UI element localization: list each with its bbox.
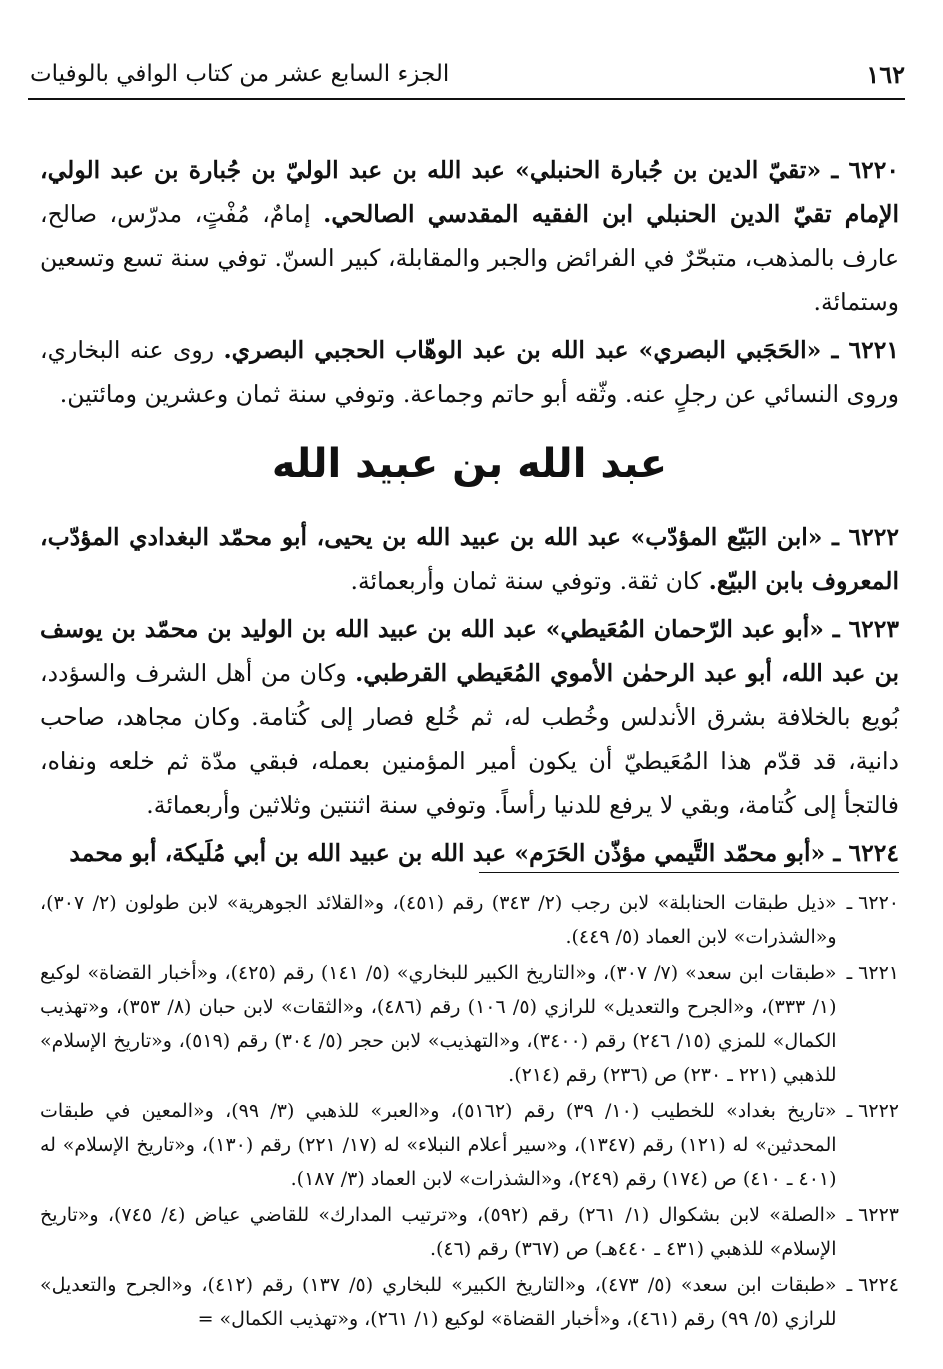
section-heading: عبد الله بن عبيد الله	[271, 440, 668, 487]
footnote	[40, 956, 899, 1092]
footnote	[40, 1094, 899, 1196]
entry-name: «أبو عبد الرّحمان المُعَيطي» عبد الله بن عبيد الله بن الوليد بن محمّد بن يوسف بن عبد الله، أبو عبد الرحمٰن الأموي المُعَيطي القرطبي.	[40, 615, 899, 687]
entry-dash: ـ	[822, 523, 849, 551]
entry-dash: ـ	[825, 839, 849, 867]
footnote-number: ٦٢٢٠ ـ	[846, 892, 899, 914]
biography-entry-6221	[40, 328, 899, 416]
entry-dash: ـ	[821, 155, 849, 184]
page-header	[30, 52, 905, 96]
entry-name: «تقيّ الدين بن جُبارة الحنبلي» عبد الله بن عبد الوليّ بن جُبارة بن عبد الولي، الإمام تقيّ الدين الحنبلي ابن الفقيه المقدسي الصالحي.	[40, 155, 900, 228]
entry-number: ٦٢٢٠	[848, 155, 899, 184]
entry-body: إمامٌ، مُفْتٍ، مدرّس، صالح، عارف بالمذهب، متبحّرٌ في الفرائض والجبر والمقابلة، كبير السنّ. توفي سنة تسع وتسعين وستمائة.	[40, 199, 899, 316]
footnote-number: ٦٢٢٢ ـ	[846, 1100, 899, 1122]
entry-body: وكان من أهل الشرف والسؤدد، بُويع بالخلافة بشرق الأندلس وخُطب له، ثم خُلع فصار إلى كُتامة. وكان مجاهد، صاحب دانية، قد قدّم هذا المُعَيطيّ أن يكون أمير المؤمنين بعمله، فبقي مدّة ثم خلعه ونفاه، فالتجأ إلى كُتامة، وبقي لا يرفع للدنيا رأساً. وتوفي سنة اثنتين وثلاثين وأربعمائة.	[40, 659, 899, 819]
entry-name: «أبو محمّد التَّيمي مؤذّن الحَرَم» عبد الله بن عبيد الله بن أبي مُلَيكة، أبو محمد	[69, 839, 826, 867]
footnote-text: «طبقات ابن سعد» (٧/ ٣٠٧)، و«التاريخ الكبير للبخاري» (٥/ ١٤١) رقم (٤٢٥)، و«أخبار القضاة» لوكيع (١/ ٣٣٣)، و«الجرح والتعديل» للرازي (٥/ ١٠٦) رقم (٤٨٦)، و«الثقات» لابن حبان (٨/ ٣٥٣)، و«تهذيب الكمال» للمزي (١٥/ ٢٤٦) رقم (٣٤٠٠)، و«التهذيب» لابن حجر (٥/ ٣٠٤) رقم (٥١٩)، و«تاريخ الإسلام» للذهبي (٢٢١ ـ ٢٣٠) ص (٢٣٦) رقم (٢١٤).	[40, 962, 837, 1086]
entry-number: ٦٢٢٤	[848, 839, 899, 867]
biography-entry-6222	[40, 515, 899, 603]
biography-entry-6224	[40, 831, 899, 875]
footnote	[40, 886, 899, 954]
entry-name: «ابن البَيّع المؤدّب» عبد الله بن عبيد الله بن يحيى، أبو محمّد البغدادي المؤدّب، المعروف بابن البيّع.	[40, 523, 899, 595]
footnote-number: ٦٢٢٤ ـ	[846, 1274, 899, 1296]
footnote-number: ٦٢٢٣ ـ	[846, 1204, 899, 1226]
entry-dash: ـ	[823, 615, 849, 643]
entry-dash: ـ	[821, 335, 849, 364]
footnote-text: «الصلة» لابن بشكوال (١/ ٢٦١) رقم (٥٩٢)، و«ترتيب المدارك» للقاضي عياض (٤/ ٧٤٥)، و«تاريخ الإسلام» للذهبي (٤٣١ ـ ٤٤٠هـ) ص (٣٦٧) رقم (٤٦).	[40, 1204, 837, 1260]
footnotes	[40, 886, 899, 1336]
entry-number: ٦٢٢٢	[848, 523, 899, 551]
footnote	[40, 1198, 899, 1266]
footnote-text: «تاريخ بغداد» للخطيب (١٠/ ٣٩) رقم (٥١٦٢)، و«العبر» للذهبي (٣/ ٩٩)، و«المعين في طبقات المحدثين» له (١٢١) رقم (١٣٤٧)، و«سير أعلام النبلاء» له (١٧/ ٢٢١) رقم (١٣٠)، و«تاريخ الإسلام» له (٤٠١ ـ ٤١٠) ص (١٧٤) رقم (٢٤٩)، و«الشذرات» لابن العماد (٣/ ١٨٧).	[40, 1100, 837, 1190]
biography-entry-6223	[40, 607, 899, 827]
main-text	[40, 124, 899, 875]
entry-number: ٦٢٢١	[848, 335, 900, 364]
running-title: الجزء السابع عشر من كتاب الوافي بالوفيات	[30, 61, 450, 87]
entry-body: روى عنه البخاري، وروى النسائي عن رجلٍ عنه. وثّقه أبو حاتم وجماعة. وتوفي سنة ثمان وعشرين ومائتين.	[40, 335, 899, 408]
footnote	[40, 1268, 899, 1336]
footnote-text: «ذيل طبقات الحنابلة» لابن رجب (٢/ ٣٤٣) رقم (٤٥١)، و«القلائد الجوهرية» لابن طولون (٢/ ٣٠٧)، و«الشذرات» لابن العماد (٥/ ٤٤٩).	[40, 892, 837, 948]
entry-number: ٦٢٢٣	[848, 615, 900, 643]
footnote-text: «طبقات ابن سعد» (٥/ ٤٧٣)، و«التاريخ الكبير» للبخاري (٥/ ١٣٧) رقم (٤١٢)، و«الجرح والتعديل» للرازي (٥/ ٩٩) رقم (٤٦١)، و«أخبار القضاة» لوكيع (١/ ٢٦١)، و«تهذيب الكمال» =	[40, 1274, 837, 1330]
header-rule	[28, 98, 905, 100]
page-number: ١٦٢	[866, 59, 905, 89]
biography-entry-6220	[40, 148, 899, 324]
entry-name: «الحَجَبي البصري» عبد الله بن عبد الوهّاب الحجبي البصري.	[223, 335, 822, 364]
entry-body: كان ثقة. وتوفي سنة ثمان وأربعمائة.	[350, 567, 709, 595]
footnote-separator	[479, 872, 899, 873]
footnote-number: ٦٢٢١ ـ	[846, 962, 899, 984]
